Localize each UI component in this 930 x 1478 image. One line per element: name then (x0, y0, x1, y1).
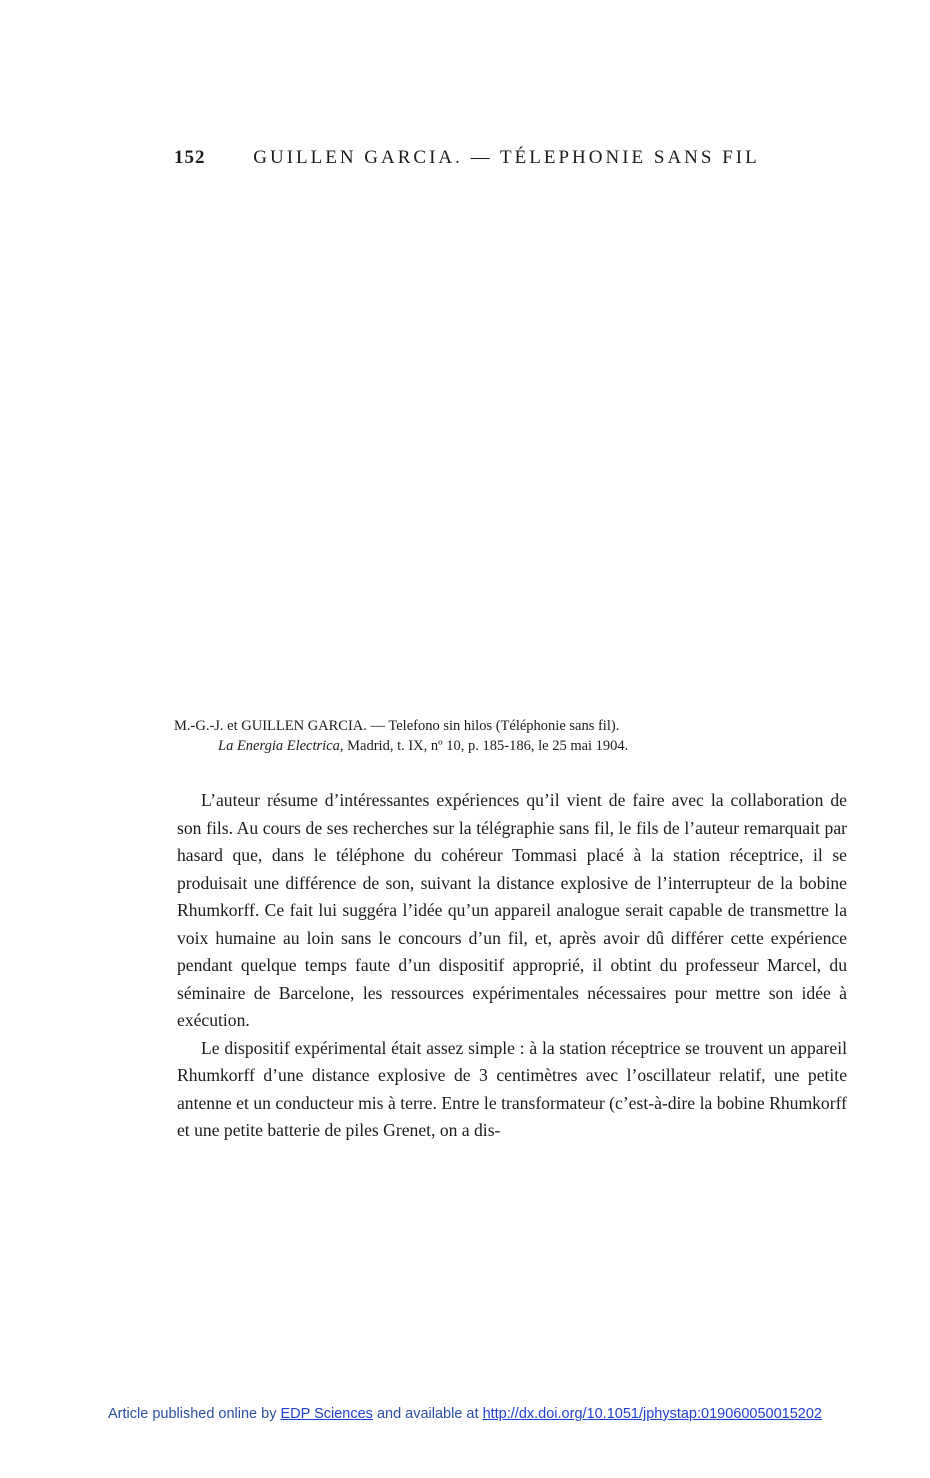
running-header (174, 147, 774, 169)
publisher-link[interactable]: EDP Sciences (280, 1406, 373, 1422)
page-number: 152 (174, 147, 206, 168)
bibliographic-reference (174, 716, 850, 756)
reference-details: , Madrid, t. IX, nº 10, p. 185-186, le 25 mai 1904. (339, 738, 629, 754)
footer-prefix: Article published online by (108, 1406, 281, 1422)
footer-middle: and available at (372, 1406, 483, 1422)
running-title: GUILLEN GARCIA. — TÉLEPHONIE SANS FIL (253, 147, 760, 168)
doi-link[interactable]: http://dx.doi.org/10.1051/jphystap:019060050015202 (482, 1406, 822, 1422)
reference-journal: La Energia Electrica (218, 738, 340, 754)
publication-footer (0, 1406, 930, 1422)
reference-authors-title: M.-G.-J. et GUILLEN GARCIA. — Telefono sin hilos (Téléphonie sans fil). (174, 718, 620, 734)
paragraph-2: Le dispositif expérimental était assez simple : à la station réceptrice se trouvent un appareil Rhumkorff d’une distance explosive de 3 centimètres avec l’oscillateur relatif, une petite antenne et un conducteur mis à terre. Entre le transformateur (c’est-à-dire la bobine Rhumkorff et une petite batterie de piles Grenet, on a dis- (177, 1037, 847, 1140)
article-body (177, 787, 847, 1145)
reference-source (174, 736, 850, 756)
paragraph-1: L’auteur résume d’intéressantes expériences qu’il vient de faire avec la collaboration de son fils. Au cours de ses recherches sur la télégraphie sans fil, le fils de l’auteur remarquait par hasard que, dans le téléphone du cohéreur Tommasi placé à la station réceptrice, il se produisait une différence de son, suivant la distance explosive de l’interrupteur de la bobine Rhumkorff. Ce fait lui suggéra l’idée qu’un appareil analogue serait capable de transmettre la voix humaine au loin sans le concours d’un fil, et, après avoir dû différer cette expérience pendant quelque temps faute d’un dispositif approprié, il obtint du professeur Marcel, du séminaire de Barcelone, les ressources expérimentales nécessaires pour mettre son idée à exécution. (177, 790, 847, 1030)
